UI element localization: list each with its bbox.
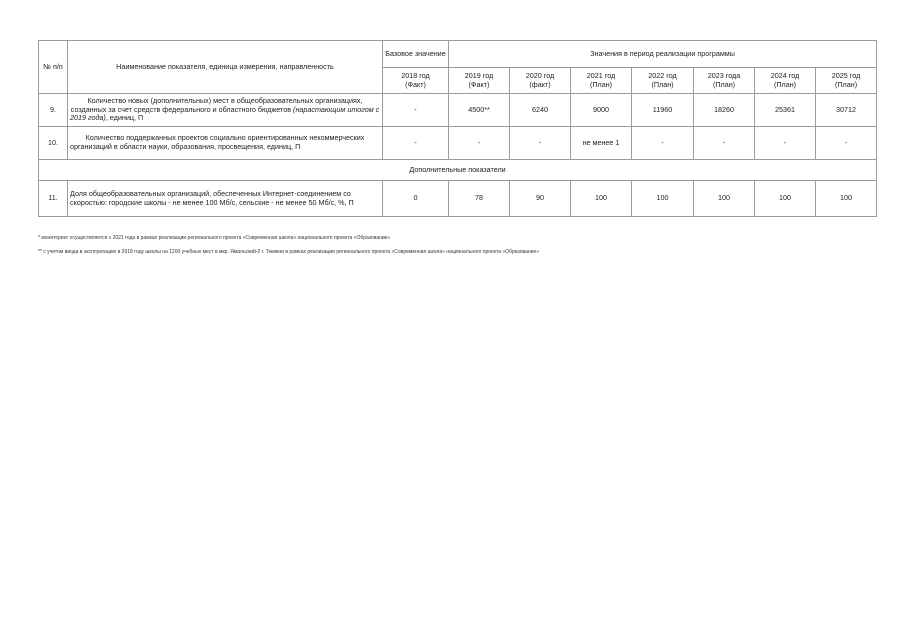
footnote-2: ** с учетом ввода в эксплуатацию в 2018 году школы на 1200 учебных мест в мкр. Ямальский-2 г. Тюмени в рамках реализации регионального проекта «Современная школа» национального проекта «Образование» [38, 249, 540, 255]
section-title: Дополнительные показатели [39, 160, 877, 181]
header-name: Наименование показателя, единица измерения, направленность [68, 41, 383, 94]
header-year-2021: 2021 год (План) [571, 68, 632, 94]
cell-value: - [449, 127, 510, 160]
header-year-2024: 2024 год (План) [755, 68, 816, 94]
row-num: 11. [39, 181, 68, 217]
cell-value: не менее 1 [571, 127, 632, 160]
footnote-1: * мониторинг осуществляется с 2021 года в рамках реализации регионального проекта «Современная школа» национального проекта «Образование» [38, 235, 391, 241]
cell-value: - [383, 127, 449, 160]
row-num: 10. [39, 127, 68, 160]
cell-value: 6240 [510, 94, 571, 127]
header-base: Базовое значение [383, 41, 449, 68]
cell-value: 25361 [755, 94, 816, 127]
cell-value: 78 [449, 181, 510, 217]
cell-value: 18260 [694, 94, 755, 127]
cell-value: 100 [571, 181, 632, 217]
header-row-1 [39, 41, 877, 68]
cell-value: - [694, 127, 755, 160]
section-row [39, 160, 877, 181]
header-year-2023: 2023 года (План) [694, 68, 755, 94]
cell-value: 100 [694, 181, 755, 217]
cell-value: - [755, 127, 816, 160]
table-row [39, 127, 877, 160]
row-name-italic: (нарастающим итогом с 2019 года) [70, 104, 380, 123]
cell-value: - [632, 127, 694, 160]
header-year-2020: 2020 год (факт) [510, 68, 571, 94]
cell-value: 0 [383, 181, 449, 217]
cell-value: - [383, 94, 449, 127]
cell-value: - [816, 127, 877, 160]
header-year-2018: 2018 год (Факт) [383, 68, 449, 94]
indicators-table [38, 40, 877, 217]
cell-value: 30712 [816, 94, 877, 127]
cell-value: 11960 [632, 94, 694, 127]
header-period: Значения в период реализации программы [449, 41, 877, 68]
header-year-2022: 2022 год (План) [632, 68, 694, 94]
cell-value: 9000 [571, 94, 632, 127]
header-year-2019: 2019 год (Факт) [449, 68, 510, 94]
table-row [39, 94, 877, 127]
cell-value: 100 [755, 181, 816, 217]
cell-value: 100 [632, 181, 694, 217]
cell-value: - [510, 127, 571, 160]
header-year-2025: 2025 год (План) [816, 68, 877, 94]
row-name: Доля общеобразовательных организаций, обеспеченных Интернет-соединением со скоростью: городские школы - не менее 100 Мб/с, сельские - не менее 50 Мб/с, %, П [68, 181, 383, 217]
cell-value: 100 [816, 181, 877, 217]
cell-value: 90 [510, 181, 571, 217]
header-num: № п/п [39, 41, 68, 94]
table-row [39, 181, 877, 217]
row-name: Количество поддержанных проектов социально ориентированных некоммерческих организаций в области науки, образования, просвещения, единиц, П [68, 127, 383, 160]
row-num: 9. [39, 94, 68, 127]
row-name: Количество новых (дополнительных) мест в общеобразовательных организациях, созданных за счет средств федерального и областного бюджетов (нарастающим итогом с 2019 года), единиц, П [68, 94, 383, 127]
cell-value: 4500** [449, 94, 510, 127]
